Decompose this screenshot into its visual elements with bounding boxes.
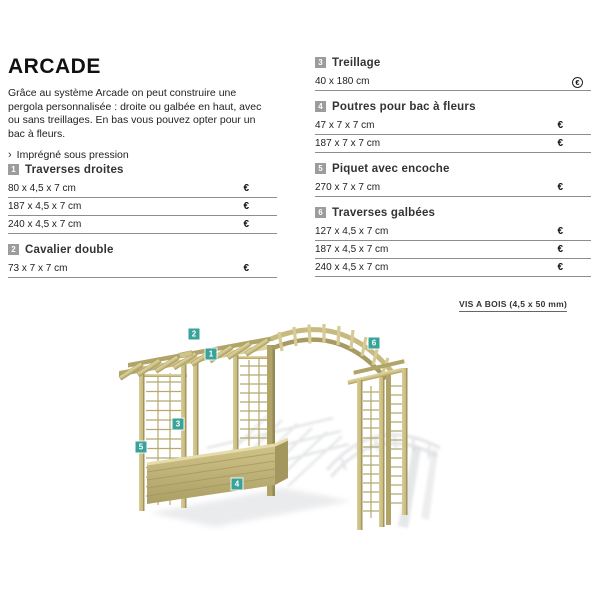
section-header [315,56,591,69]
section-title: Traverses droites [25,163,124,176]
price-euro-symbol: € [243,263,249,274]
spec-dimensions: 80 x 4,5 x 7 cm [8,183,76,194]
section-number-badge: 3 [315,57,326,68]
pergola-diagram [95,318,455,596]
section-title: Traverses galbées [332,206,436,219]
price-euro-symbol: € [557,182,563,193]
catalog-section [8,163,277,234]
feature-bullet-label: Imprégné sous pression [16,149,129,161]
section-title: Treillage [332,56,381,69]
price-euro-symbol: € [557,138,563,149]
section-number-badge: 2 [8,244,19,255]
pergola-illustration [95,318,455,596]
section-header [315,162,591,175]
spec-row [315,241,591,259]
spec-row [315,179,591,197]
feature-bullet [8,149,277,161]
price-euro-symbol: € [557,226,563,237]
spec-dimensions: 187 x 7 x 7 cm [315,138,381,149]
product-description: Grâce au système Arcade on peut construire une pergola personnalisée : droite ou galbée en haut, avec ou sans treillages. En bas vous pouvez opter pour un bac à fleurs. [8,87,262,140]
section-number-badge: 6 [315,207,326,218]
price-euro-symbol: € [557,244,563,255]
spec-dimensions: 240 x 4,5 x 7 cm [315,262,389,273]
spec-dimensions: 270 x 7 x 7 cm [315,182,381,193]
spec-dimensions: 40 x 180 cm [315,76,370,87]
section-header [8,163,277,176]
catalog-section [315,162,591,197]
spec-row [315,259,591,277]
spec-row [315,117,591,135]
price-euro-symbol: € [557,262,563,273]
section-header [315,100,591,113]
spec-dimensions: 187 x 4,5 x 7 cm [315,244,389,255]
price-euro-symbol: € [243,183,249,194]
section-title: Poutres pour bac à fleurs [332,100,476,113]
spec-row [315,223,591,241]
euro-circle-icon: € [572,77,583,88]
screws-note: VIS A BOIS (4,5 x 50 mm) [459,299,567,312]
price-euro-symbol: € [243,219,249,230]
section-title: Cavalier double [25,243,114,256]
spec-row [8,180,277,198]
left-column [8,55,277,278]
chevron-bullet-icon: › [8,149,12,161]
price-euro-symbol: € [557,120,563,131]
spec-row [8,198,277,216]
part-number-badge: 6 [369,338,380,349]
pergola-left-wall [119,336,288,511]
part-number-badge: 1 [206,349,217,360]
section-number-badge: 5 [315,163,326,174]
spec-dimensions: 47 x 7 x 7 cm [315,120,375,131]
spec-row [315,73,591,91]
catalog-section [315,56,591,91]
left-sections [8,163,277,278]
catalog-section [8,243,277,278]
catalog-section [315,100,591,153]
part-number-badge: 2 [189,329,200,340]
part-number-badge: 4 [232,479,243,490]
section-header [8,243,277,256]
spec-dimensions: 187 x 4,5 x 7 cm [8,201,82,212]
price-euro-symbol: € [243,201,249,212]
section-number-badge: 4 [315,101,326,112]
section-number-badge: 1 [8,164,19,175]
spec-dimensions: 127 x 4,5 x 7 cm [315,226,389,237]
catalog-section [315,206,591,277]
section-title: Piquet avec encoche [332,162,450,175]
right-column [315,52,591,277]
spec-row [315,135,591,153]
right-sections [315,56,591,277]
part-number-badge: 5 [136,442,147,453]
spec-dimensions: 240 x 4,5 x 7 cm [8,219,82,230]
page-title: ARCADE [8,55,101,78]
spec-row [8,216,277,234]
section-header [315,206,591,219]
spec-dimensions: 73 x 7 x 7 cm [8,263,68,274]
spec-row [8,260,277,278]
part-number-badge: 3 [173,419,184,430]
